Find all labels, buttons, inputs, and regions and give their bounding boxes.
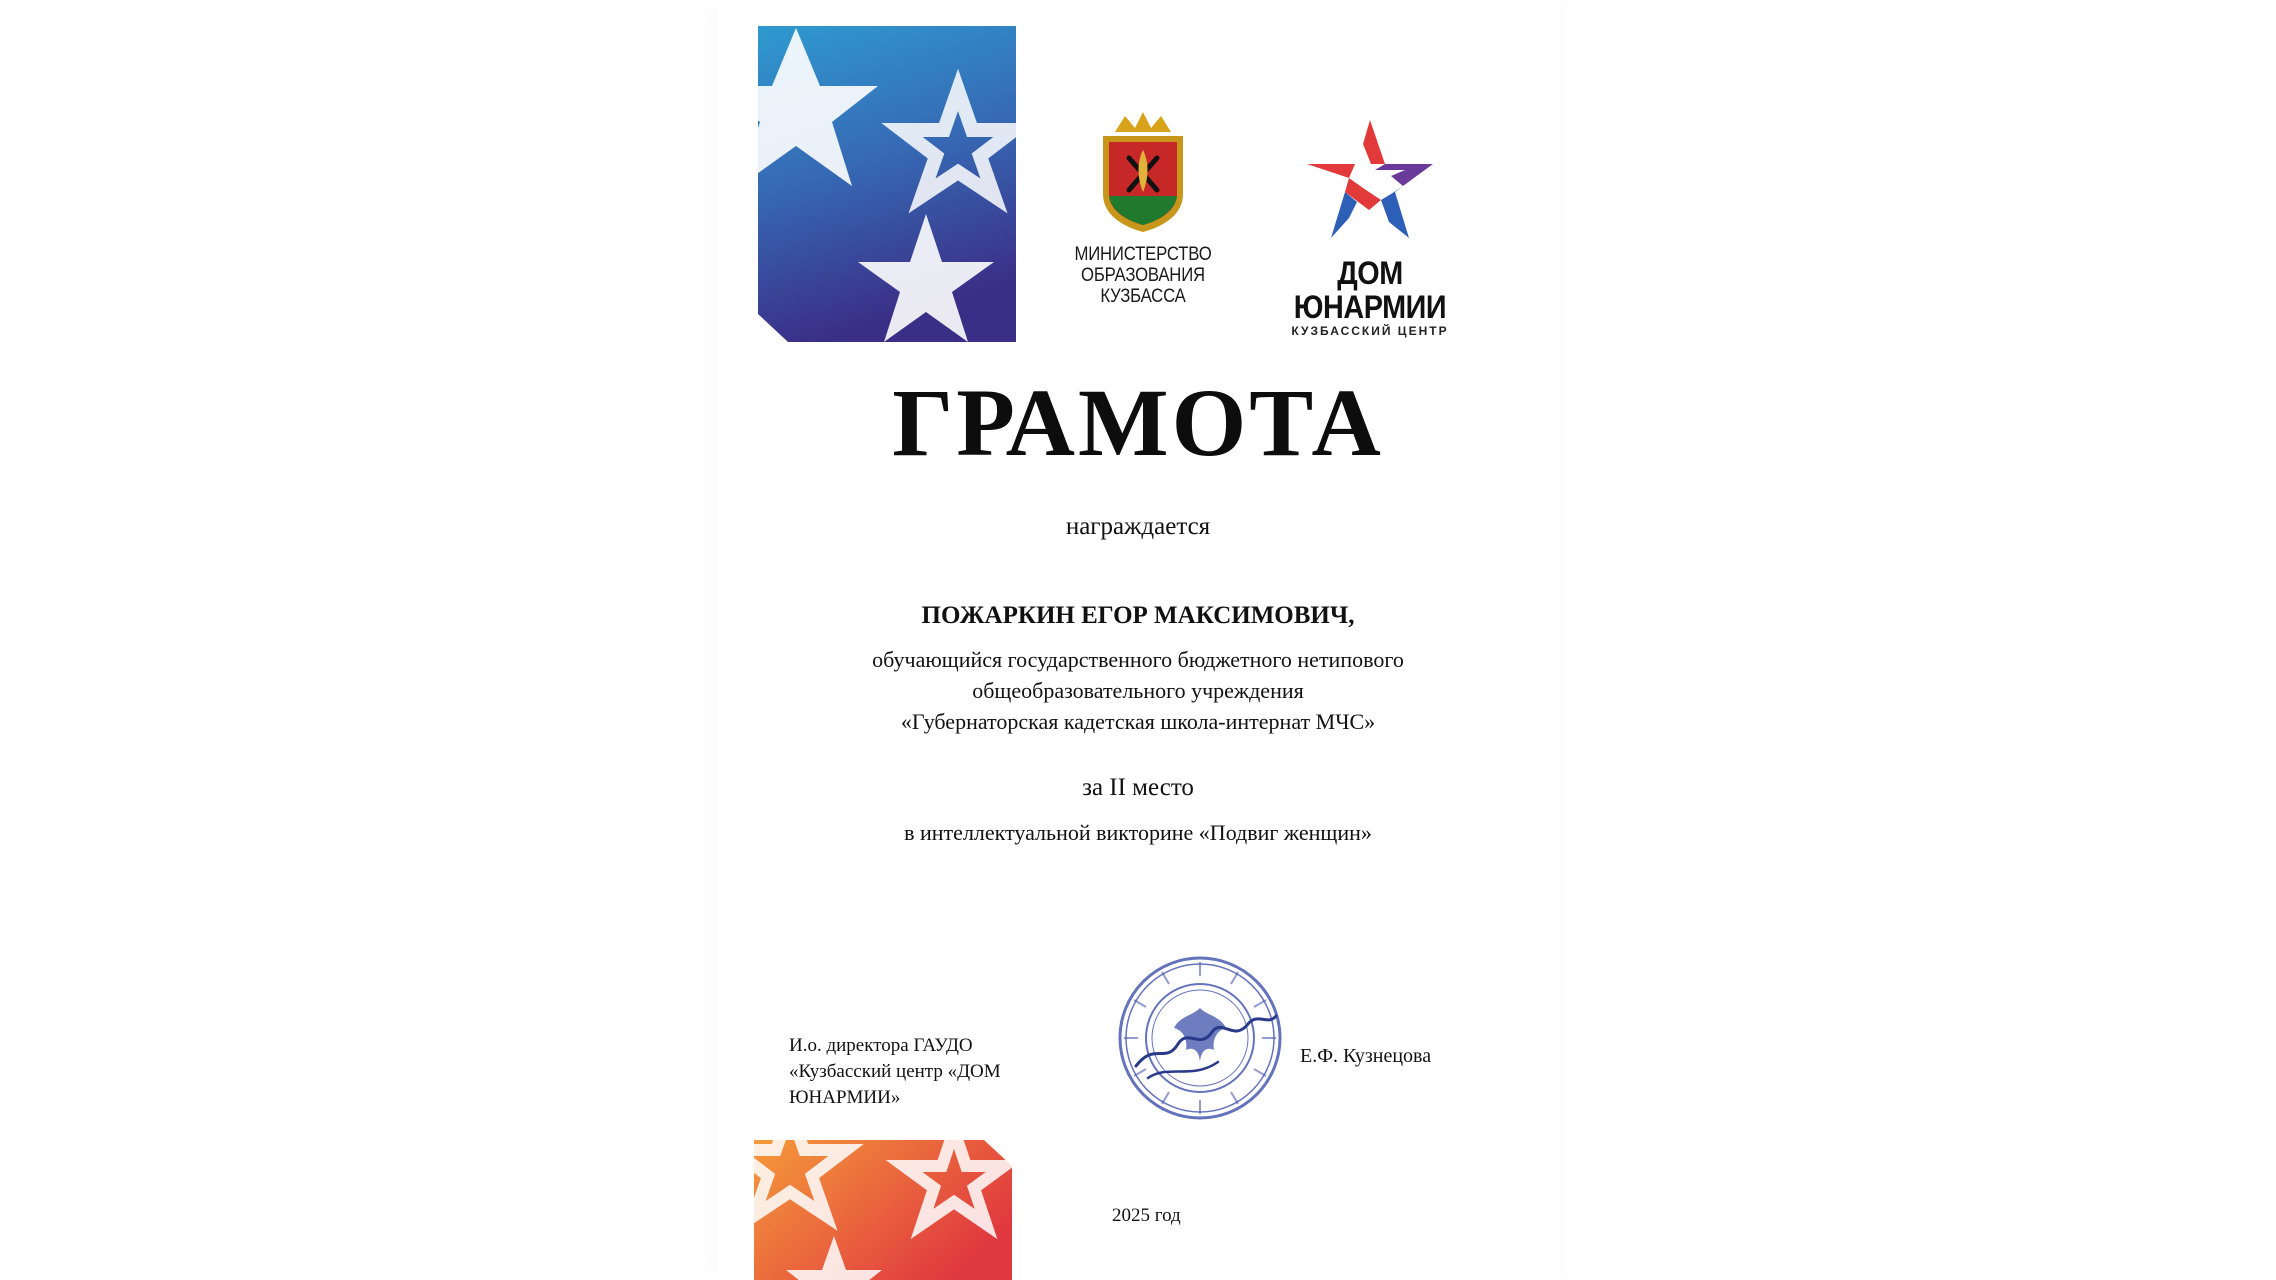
director-title [789, 1033, 1029, 1111]
certificate-year: 2025 год [1112, 1205, 1181, 1226]
director-line: ЮНАРМИИ» [789, 1087, 901, 1108]
event-text: в интеллектуальной викторине «Подвиг женщин» [904, 820, 1372, 845]
stars-pattern-top-icon [758, 26, 1016, 342]
official-stamp [1108, 946, 1292, 1130]
description-line: обучающийся государственного бюджетного нетипового [872, 647, 1404, 672]
signer-name: Е.Ф. Кузнецова [1300, 1045, 1432, 1067]
recipient-description [717, 644, 1559, 737]
coat-of-arms-icon [1095, 110, 1191, 234]
certificate-title: ГРАМОТА [892, 369, 1384, 476]
recipient-name: ПОЖАРКИН ЕГОР МАКСИМОВИЧ, [921, 602, 1355, 629]
director-line: «Кузбасский центр «ДОМ [789, 1061, 1001, 1082]
stamp-seal-icon [1108, 946, 1292, 1130]
yunarmy-name: ДОМ ЮНАРМИИ [1293, 255, 1447, 325]
stars-pattern-bottom-icon [754, 1140, 1012, 1280]
place-text: за II место [1082, 774, 1194, 801]
description-line: «Губернаторская кадетская школа-интернат МЧС» [900, 709, 1376, 734]
ministry-name: МИНИСТЕРСТВО ОБРАЗОВАНИЯ КУЗБАССА [1074, 244, 1212, 307]
ministry-logo [1058, 110, 1228, 330]
decorative-corner-top [758, 26, 1016, 342]
yunarmy-star-icon [1305, 118, 1435, 242]
yunarmy-logo [1250, 118, 1490, 338]
director-line: И.о. директора ГАУДО [789, 1035, 973, 1056]
description-line: общеобразовательного учреждения [972, 678, 1304, 703]
decorative-corner-bottom [754, 1140, 1012, 1280]
awarded-text: награждается [1065, 513, 1211, 540]
yunarmy-subtitle: КУЗБАССКИЙ ЦЕНТР [1291, 324, 1449, 338]
